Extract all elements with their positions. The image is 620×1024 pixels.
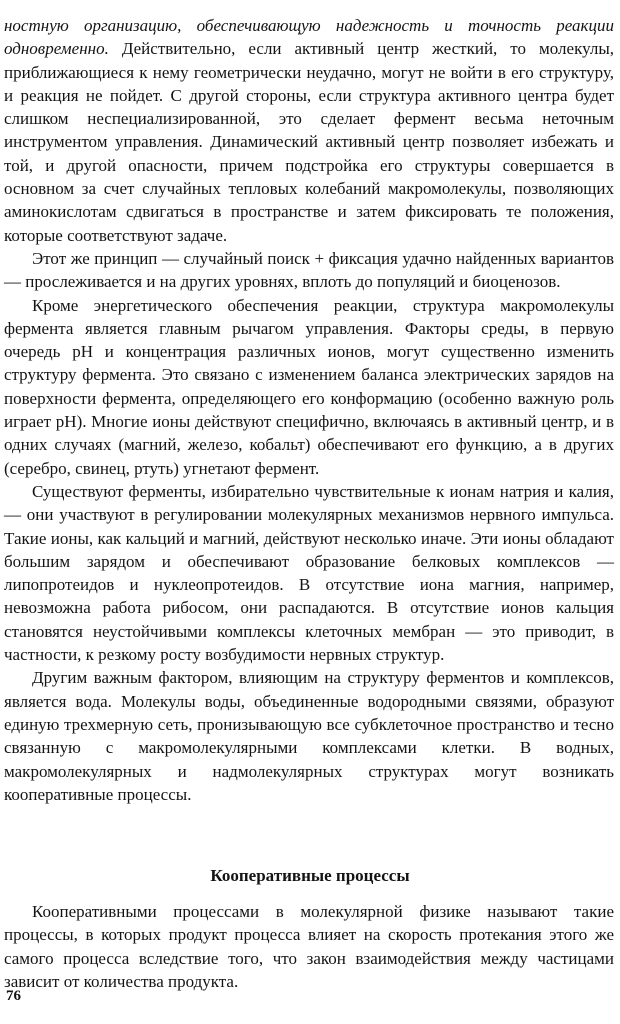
- paragraph-1: [4, 14, 614, 247]
- paragraph-1-text: Действительно, если активный центр жесткий, то молекулы, приближающиеся к нему геометрически неудачно, могут не войти в его структуру, и реакция не пойдет. С другой стороны, если структура активного центра будет слишком неспециализированной, это сделает фермент весьма неточным инструментом управления. Динамический активный центр позволяет избежать и той, и другой опасности, причем подстройка его структуры совершается в основном за счет случайных тепловых колебаний макромолекулы, позволяющих аминокислотам сдвигаться в пространстве и затем фиксировать те положения, которые соответствуют задаче.: [4, 39, 614, 245]
- paragraph-1-italic-lead: ностную организацию, обеспечивающую надежность и точность реакции одновременно.: [4, 16, 614, 59]
- paragraph-5: Другим важным фактором, влияющим на структуру ферментов и комплексов, является вода. Молекулы воды, объединенные водородными связями, образуют единую трехмерную сеть, пронизывающую все субклеточное пространство и тесно связанную с макромолекулярными комплексами клетки. В водных, макромолекулярных и надмолекулярных структурах могут возникать кооперативные процессы.: [4, 668, 614, 804]
- body-text: [4, 14, 614, 806]
- paragraph-4: Существуют ферменты, избирательно чувствительные к ионам натрия и калия,— они участвуют в регулировании молекулярных механизмов нервного импульса. Такие ионы, как кальций и магний, действуют несколько иначе. Эти ионы обладают большим зарядом и обеспечивают образование белковых комплексов — липопротеидов и нуклеопротеидов. В отсутствие иона магния, например, невозможна работа рибосом, они распадаются. В отсутствие ионов кальция становятся неустойчивыми комплексы клеточных мембран — это приводит, в частности, к резкому росту возбудимости нервных структур.: [4, 481, 614, 665]
- paragraph-3: Кроме энергетического обеспечения реакции, структура макромолекулы фермента является главным рычагом управления. Факторы среды, в первую очередь pH и концентрация различных ионов, могут существенно изменить структуру фермента. Это связано с изменением баланса электрических зарядов на поверхности фермента, определяющего его конформацию (особенно важную роль играет pH). Многие ионы действуют специфично, включаясь в активный центр, и в одних случаях (магний, железо, кобальт) обеспечивают его функцию, а в других (серебро, свинец, ртуть) угнетают фермент.: [4, 295, 614, 478]
- page-number: 76: [6, 988, 21, 1004]
- paragraph-2: Этот же принцип — случайный поиск + фиксация удачно найденных вариантов — прослеживается и на других уровнях, вплоть до популяций и биоценозов.: [4, 248, 614, 292]
- section-body: [4, 900, 614, 993]
- section-paragraph: Кооперативными процессами в молекулярной физике называют такие процессы, в которых продукт процесса влияет на скорость протекания этого же самого процесса вследствие того, что закон взаимодействия между частицами зависит от количества продукта.: [4, 902, 614, 991]
- section-heading: Кооперативные процессы: [210, 866, 410, 885]
